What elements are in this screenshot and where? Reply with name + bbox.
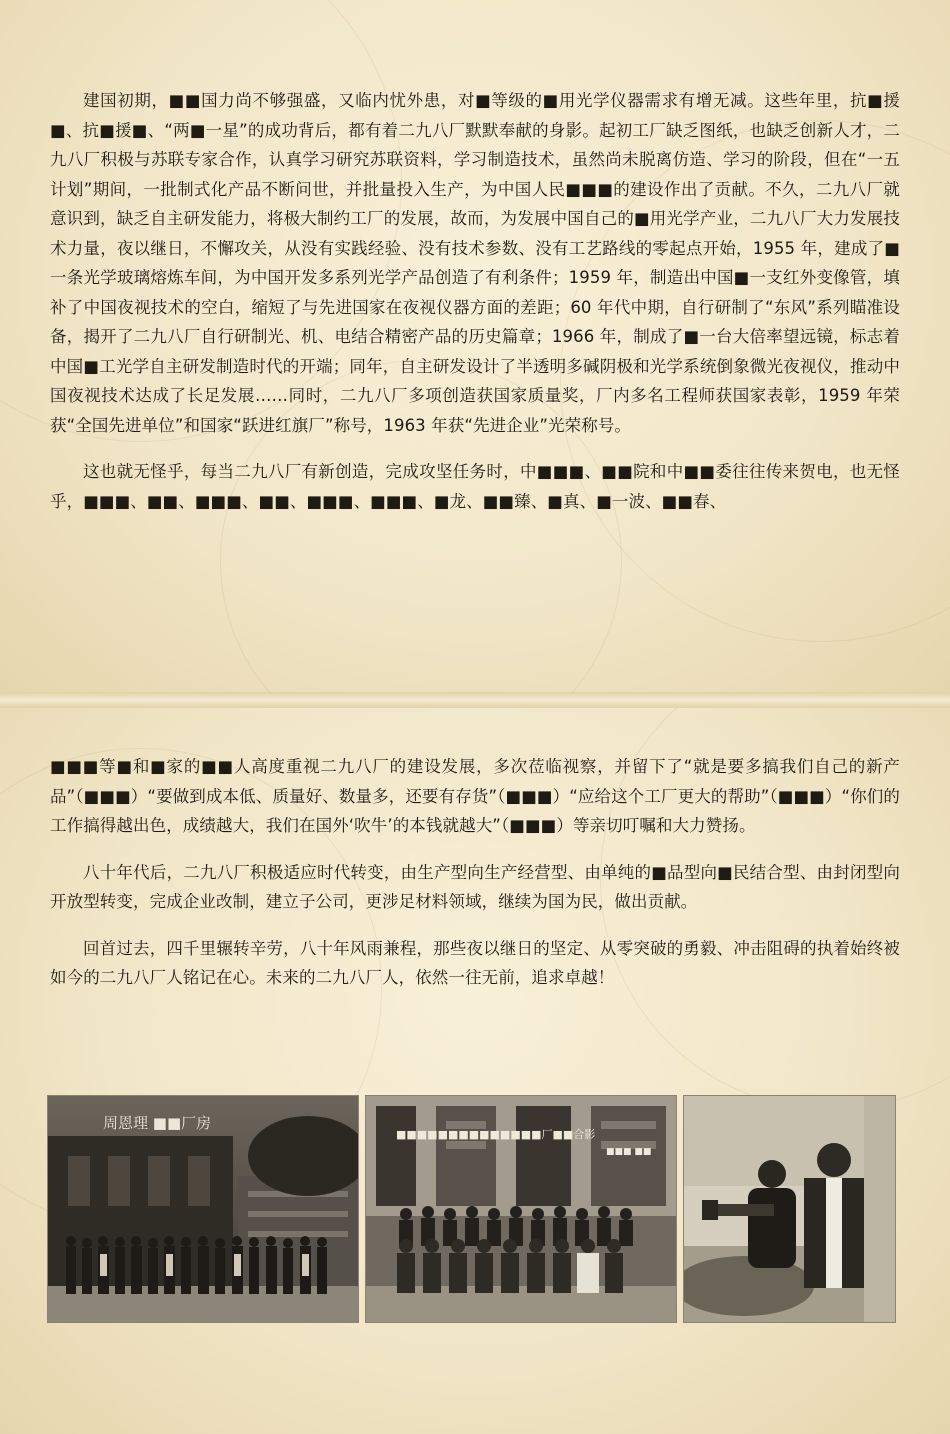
paragraph-early-years: 建国初期，■■国力尚不够强盛，又临内忧外患，对■等级的■用光学仪器需求有增无减。这些年里，抗■援■、抗■援■、“两■一星”的成功背后，都有着二九八厂默默奉献的身影。起初工厂缺乏图纸，也缺乏创新人才，二九八厂积极与苏联专家合作，认真学习研究苏联资料，学习制造技术，虽然尚未脱离仿造、学习的阶段，但在“一五计划”期间，一批制式化产品不断问世，并批量投入生产，为中国人民■■■的建设作出了贡献。不久，二九八厂就意识到，缺乏自主研发能力，将极大制约工厂的发展，故而，为发展中国自己的■用光学产业，二九八厂大力发展技术力量，夜以继日，不懈攻关，从没有实践经验、没有技术参数、没有工艺路线的零起点开始，1955 年，建成了■一条光学玻璃熔炼车间，为中国开发多系列光学产品创造了有利条件；1959 年，制造出中国■一支红外变像管，填补了中国夜视技术的空白，缩短了与先进国家在夜视仪器方面的差距；60 年代中期，自行研制了“东风”系列瞄准设备，揭开了二九八厂自行研制光、机、电结合精密产品的历史篇章；1966 年，制成了■一台大倍率望远镜，标志着中国■工光学自主研发制造时代的开端；同年，自主研发设计了半透明多碱阴极和光学系统倒象微光夜视仪，推动中国夜视技术达成了长足发展……同时，二九八厂多项创造获国家质量奖，厂内多名工程师获国家表彰，1959 年荣获“全国先进单位”和国家“跃进红旗厂”称号，1963 年获“先进企业”光荣称号。 — [50, 91, 900, 435]
photo-factory-group-image — [48, 1096, 358, 1322]
historical-photo-factory-group — [48, 1096, 358, 1322]
paragraph-congratulations: 这也就无怪乎，每当二九八厂有新创造，完成攻坚任务时，中■■■、■■院和中■■委往往传来贺电，也无怪乎，■■■、■■、■■■、■■、■■■、■■■、■龙、■■臻、■真、■一波、■■春、 — [50, 462, 900, 511]
photo-2-date: ■■■ ■■ — [606, 1147, 652, 1157]
photo-2-caption: ■■■■■■■■■■■■■■厂■■合影 — [396, 1128, 596, 1141]
history-section-2 — [50, 752, 900, 993]
paragraph-leaders-visits: ■■■等■和■家的■■人高度重视二九八厂的建设发展，多次莅临视察，并留下了“就是要多搞我们自己的新产品”（■■■）“要做到成本低、质量好、数量多，还要有存货”（■■■）“应给这个工厂更大的帮助”（■■■）“你们的工作搞得越出色，成绩越大，我们在国外‘吹牛’的本钱就越大”（■■■）等亲切叮嘱和大力赞扬。 — [50, 757, 900, 835]
paragraph-looking-back: 回首过去，四千里辗转辛劳，八十年风雨兼程，那些夜以继日的坚定、从零突破的勇毅、冲击阻碍的执着始终被如今的二九八厂人铭记在心。未来的二九八厂人，依然一往无前，追求卓越！ — [50, 938, 900, 987]
photo-optical-instrument-image — [684, 1096, 895, 1322]
paragraph-eighties-transition: 八十年代后，二九八厂积极适应时代转变，由生产型向生产经营型、由单纯的■品型向■民结合型、由封闭型向开放型转变，完成企业改制，建立子公司，更涉足材料领域，继续为国为民，做出贡献。 — [50, 862, 900, 911]
photo-1-caption: 周恩理 ■■厂房 — [103, 1114, 212, 1132]
panel-divider — [0, 692, 950, 708]
historical-photo-seated-group — [366, 1096, 676, 1322]
history-section-1 — [50, 86, 900, 516]
photo-seated-group-image — [366, 1096, 676, 1322]
historical-photo-optical-instrument — [684, 1096, 895, 1322]
